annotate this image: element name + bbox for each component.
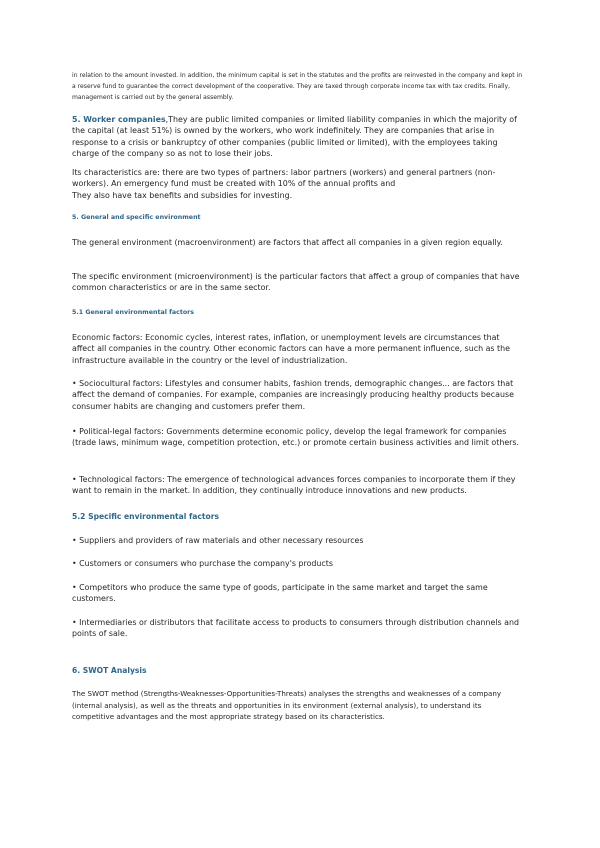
general-environment-text: The general environment (macroenvironment) are factors that affect all companies in a given region equally. — [72, 238, 503, 247]
intro-paragraph: in relation to the amount invested. In addition, the minimum capital is set in the statutes and the profits are reinvested in the company and kept in a reserve fund to guarantee the correct development of the cooperative. They are taxed through corporate income tax with tax credits. Finally, management is carried out by the general assembly. — [72, 72, 523, 101]
suppliers-item: • Suppliers and providers of raw materials and other necessary resources — [72, 536, 364, 545]
economic-factors: Economic factors: Economic cycles, interest rates, inflation, or unemployment levels are circumstances that affect all companies in the country. Other economic factors can have a more permanent influence, such as the infrastructure available in the country or the level of industrialization. — [72, 333, 510, 365]
swot-heading: 6. SWOT Analysis — [72, 666, 147, 675]
specific-environment-text: The specific environment (microenvironment) is the particular factors that affect a group of companies that have common characteristics or are in the same sector. — [72, 272, 520, 293]
general-factors-heading: 5.1 General environmental factors — [72, 309, 195, 316]
swot-text: The SWOT method (Strengths-Weaknesses-Opportunities-Threats) analyses the strengths and weaknesses of a company (internal analysis), as well as the threats and opportunities in its environment (external analysis), to understand its competitive advantages and the most appropriate strategy based on its characteristics. — [72, 689, 502, 721]
characteristics-line-2: They also have tax benefits and subsidies for investing. — [72, 191, 293, 200]
characteristics-line-1: Its characteristics are: there are two types of partners: labor partners (workers) and general partners (non-workers). An emergency fund must be created with 10% of the annual profits and — [72, 168, 496, 189]
worker-companies-heading: 5. Worker companies — [72, 115, 166, 124]
customers-item: • Customers or consumers who purchase the company's products — [72, 559, 333, 568]
general-specific-heading: 5. General and specific environment — [72, 214, 201, 221]
worker-companies-text: ,They are public limited companies or limited liability companies in which the majority of the capital (at least 51%) is owned by the workers, who work indefinitely. They are companies that arise in response to a crisis or bankruptcy of other companies (public limited or limited), with the employees taking charge of the company so as not to lose their jobs. — [72, 115, 517, 159]
sociocultural-factors: • Sociocultural factors: Lifestyles and consumer habits, fashion trends, demographic changes... are factors that affect the demand of companies. For example, companies are increasingly producing healthy products because consumer habits are changing and customers prefer them. — [72, 379, 514, 411]
worker-companies-paragraph — [72, 114, 524, 160]
specific-factors-heading: 5.2 Specific environmental factors — [72, 512, 220, 521]
technological-factors: • Technological factors: The emergence of technological advances forces companies to incorporate them if they want to remain in the market. In addition, they continually introduce innovations and new products. — [72, 475, 516, 496]
intermediaries-item: • Intermediaries or distributors that facilitate access to products to consumers through distribution channels and points of sale. — [72, 618, 519, 639]
competitors-item: • Competitors who produce the same type of goods, participate in the same market and target the same customers. — [72, 583, 488, 604]
political-legal-factors: • Political-legal factors: Governments determine economic policy, develop the legal framework for companies (trade laws, minimum wage, competition protection, etc.) or promote certain business activities and limit others. — [72, 427, 520, 448]
